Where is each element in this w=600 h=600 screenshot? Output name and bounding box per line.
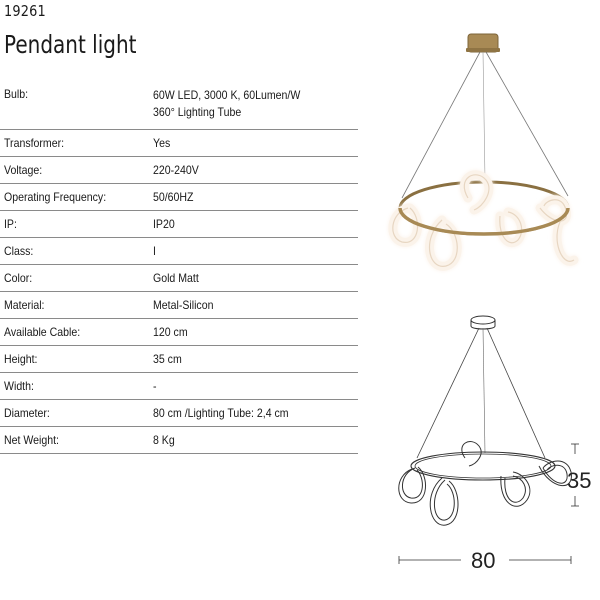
spec-row-material xyxy=(0,292,358,319)
product-title: Pendant light xyxy=(4,30,137,59)
product-code: 19261 xyxy=(4,2,46,20)
spec-label: Available Cable: xyxy=(4,325,81,339)
spec-label: Net Weight: xyxy=(4,433,59,447)
spec-row-weight xyxy=(0,427,358,454)
spec-row-width xyxy=(0,373,358,400)
spec-table xyxy=(0,82,358,454)
spec-value: - xyxy=(153,379,157,393)
spec-label: Color: xyxy=(4,271,33,285)
product-photo xyxy=(380,28,590,288)
spec-row-class xyxy=(0,238,358,265)
spec-label: Operating Frequency: xyxy=(4,190,107,204)
spec-value-secondary: 360° Lighting Tube xyxy=(153,105,242,119)
spec-label: Diameter: xyxy=(4,406,50,420)
spec-row-bulb xyxy=(0,82,358,130)
spec-row-color xyxy=(0,265,358,292)
spec-value: 50/60HZ xyxy=(153,190,194,204)
spec-row-voltage xyxy=(0,157,358,184)
spec-value: Metal-Silicon xyxy=(153,298,214,312)
spec-value: I xyxy=(153,244,156,258)
spec-value: 8 Kg xyxy=(153,433,175,447)
spec-label: Bulb: xyxy=(4,87,29,101)
height-dimension-label: 35 xyxy=(567,468,592,493)
spec-value: 80 cm /Lighting Tube: 2,4 cm xyxy=(153,406,289,420)
spec-label: Width: xyxy=(4,379,34,393)
spec-row-frequency xyxy=(0,184,358,211)
spec-label: Transformer: xyxy=(4,136,65,150)
spec-label: Class: xyxy=(4,244,34,258)
spec-value: IP20 xyxy=(153,217,175,231)
width-dimension-label: 80 xyxy=(471,548,496,573)
technical-drawing xyxy=(385,308,595,578)
spec-row-height xyxy=(0,346,358,373)
spec-value: 60W LED, 3000 K, 60Lumen/W xyxy=(153,88,301,102)
spec-label: IP: xyxy=(4,217,17,231)
spec-label: Material: xyxy=(4,298,45,312)
spec-value: 35 cm xyxy=(153,352,182,366)
spec-value: Yes xyxy=(153,136,171,150)
spec-value: Gold Matt xyxy=(153,271,199,285)
spec-row-ip xyxy=(0,211,358,238)
spec-label: Voltage: xyxy=(4,163,43,177)
spec-row-cable xyxy=(0,319,358,346)
spec-row-transformer xyxy=(0,130,358,157)
spec-value: 220-240V xyxy=(153,163,199,177)
spec-value: 120 cm xyxy=(153,325,188,339)
spec-label: Height: xyxy=(4,352,38,366)
spec-row-diameter xyxy=(0,400,358,427)
